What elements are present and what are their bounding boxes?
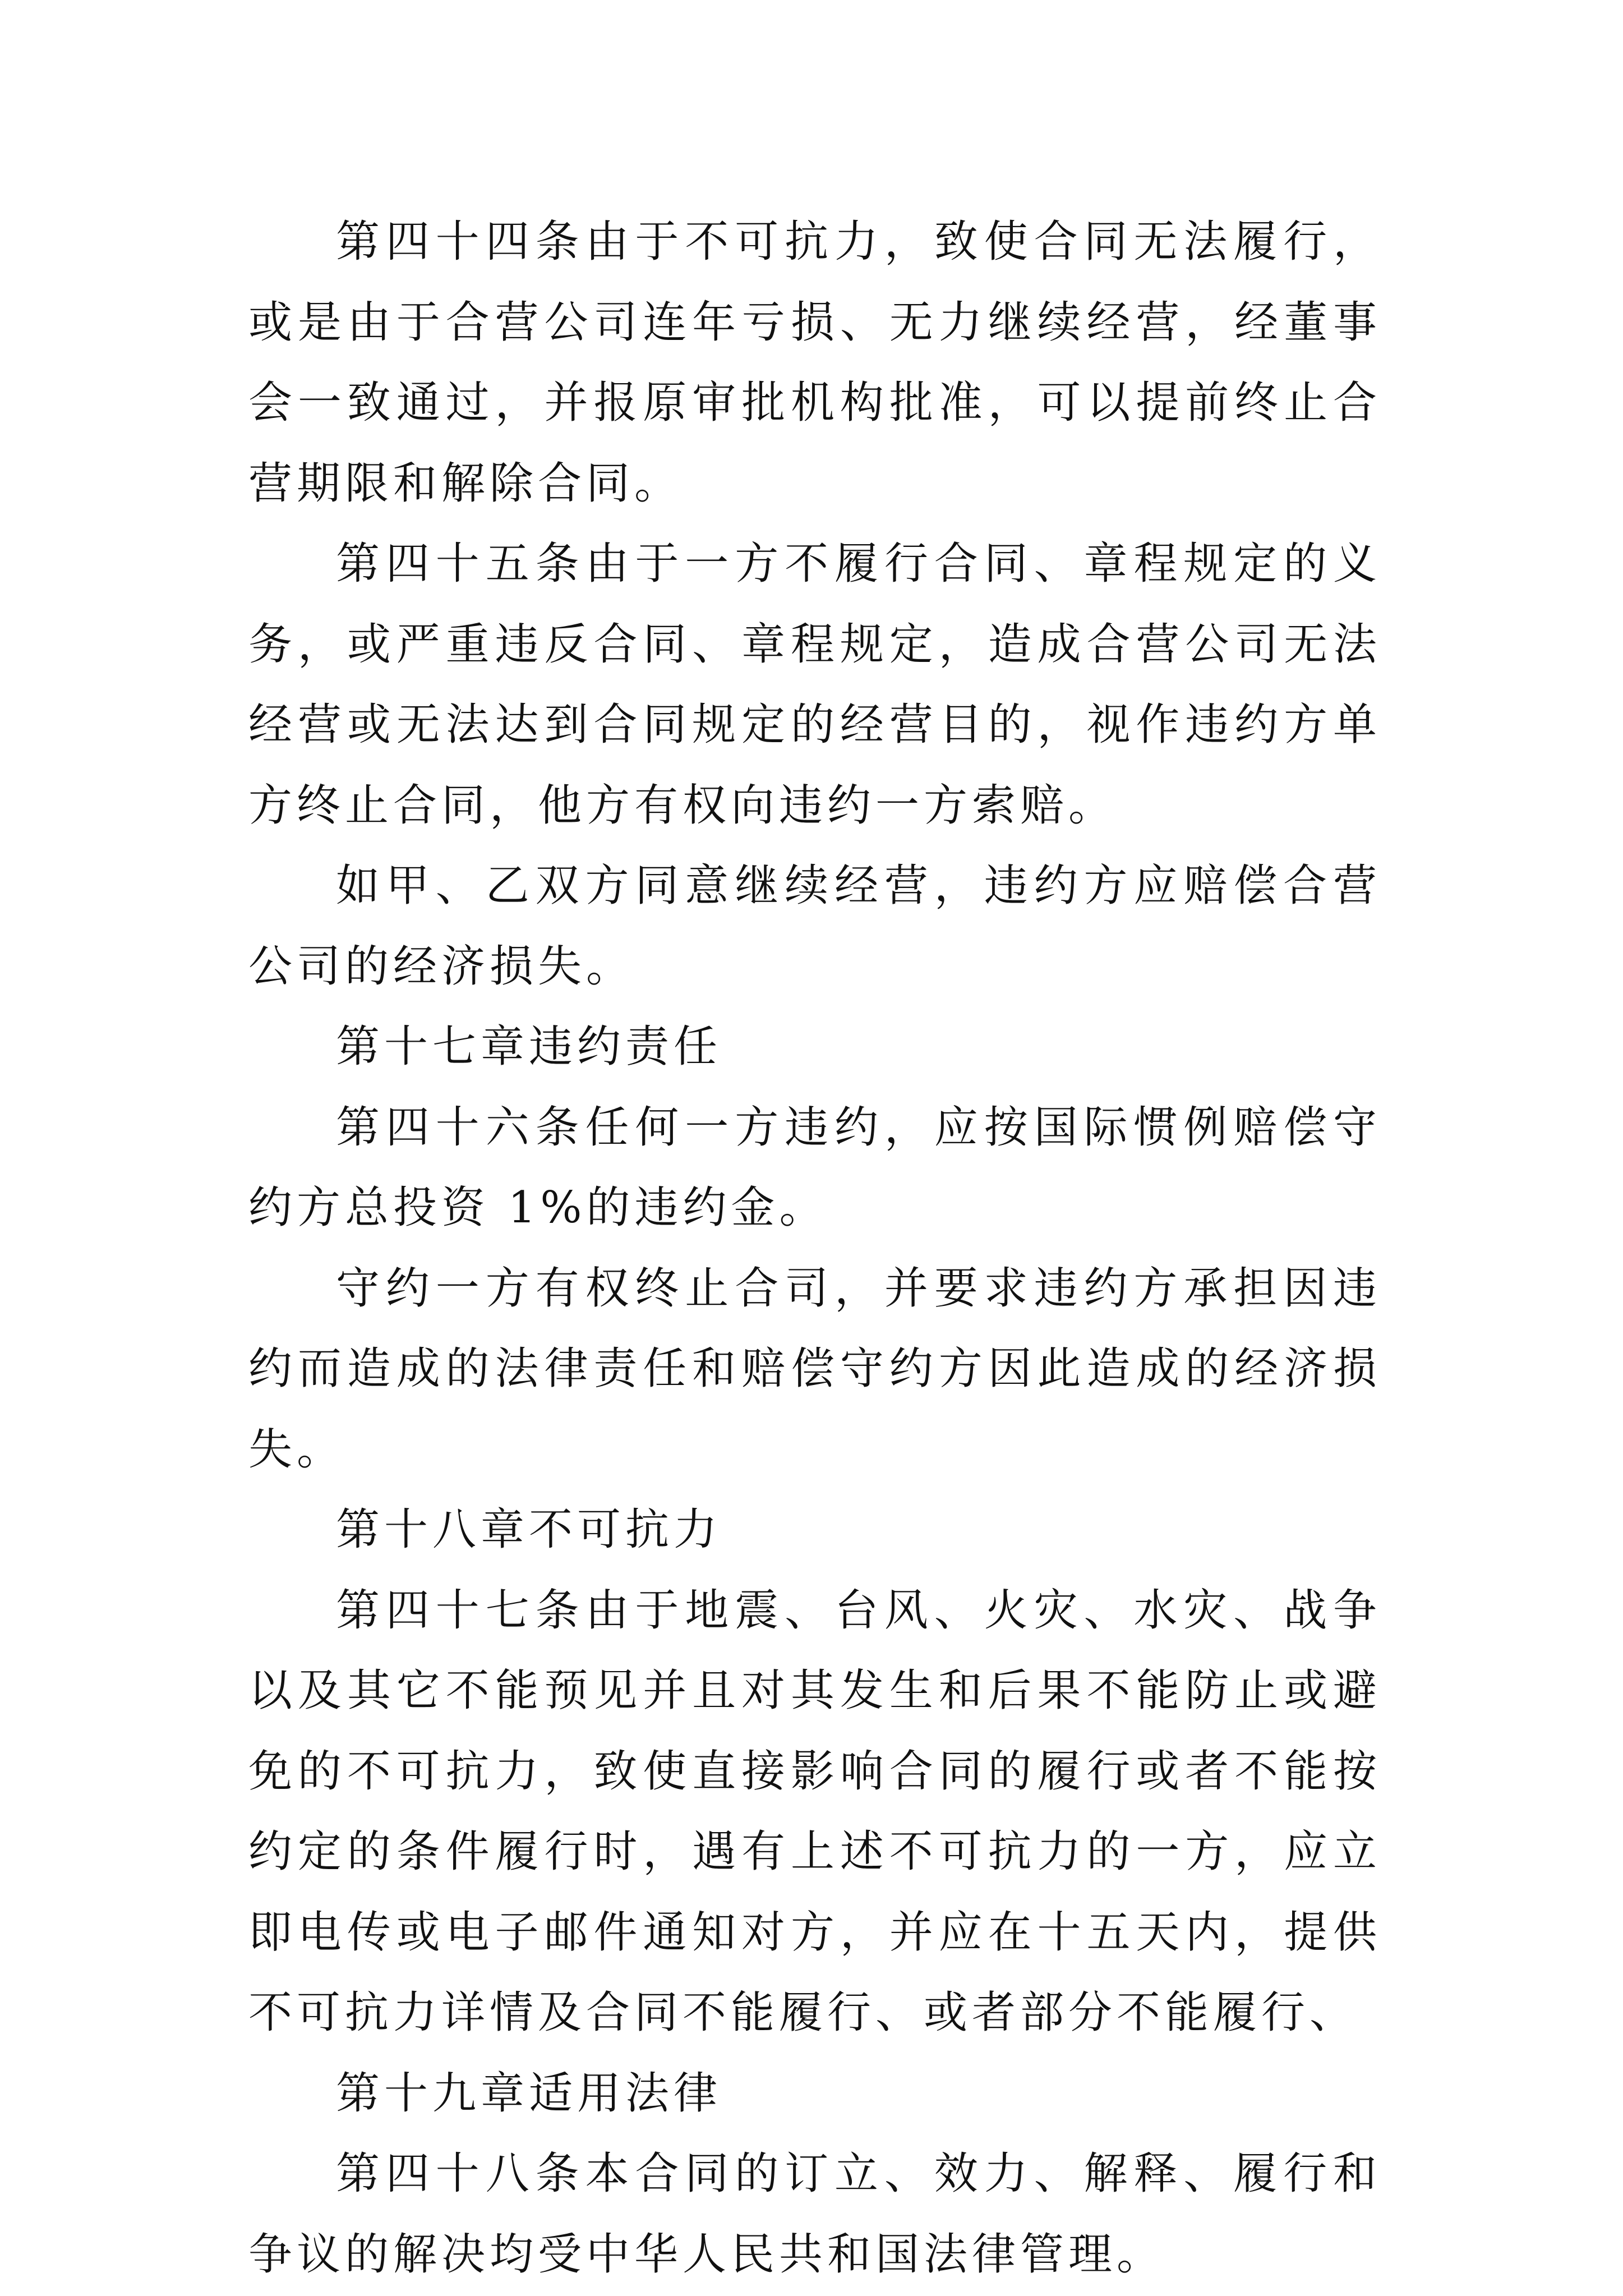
clause-44-paragraph: 第四十四条由于不可抗力，致使合同无法履行，或是由于合营公司连年亏损、无力继续经营，经董事会一致通过，并报原审批机构批准，可以提前终止合营期限和解除合同。 — [248, 217, 1381, 509]
chapter-18-heading: 第十八章不可抗力 — [336, 1504, 722, 1555]
clause-47-paragraph: 第四十七条由于地震、台风、火灾、水灾、战争以及其它不能预见并且对其发生和后果不能防止或避免的不可抗力，致使直接影响合同的履行或者不能按约定的条件履行时，遇有上述不可抗力的一方，应立即电传或电子邮件通知对方，并应在十五天内，提供不可抗力详情及合同不能履行、或者部分不能履行、 — [248, 1585, 1381, 2038]
clause-46-paragraph: 第四十六条任何一方违约，应按国际惯例赔偿守约方总投资 1%的违约金。 — [248, 1102, 1381, 1233]
clause-48-paragraph: 第四十八条本合同的订立、效力、解释、履行和争议的解决均受中华人民共和国法律管理。 — [248, 2148, 1381, 2280]
chapter-17-heading: 第十七章违约责任 — [336, 1022, 722, 1072]
chapter-19-heading: 第十九章适用法律 — [336, 2068, 722, 2119]
clause-45-paragraph: 第四十五条由于一方不履行合同、章程规定的义务，或严重违反合同、章程规定，造成合营公司无法经营或无法达到合同规定的经营目的，视作违约方单方终止合同，他方有权向违约一方索赔。 — [248, 539, 1381, 831]
document-body — [248, 202, 1381, 2295]
terminate-contract-paragraph: 守约一方有权终止合司，并要求违约方承担因违约而造成的法律责任和赔偿守约方因此造成的经济损失。 — [248, 1263, 1381, 1475]
continue-operation-paragraph: 如甲、乙双方同意继续经营，违约方应赔偿合营公司的经济损失。 — [248, 861, 1381, 992]
